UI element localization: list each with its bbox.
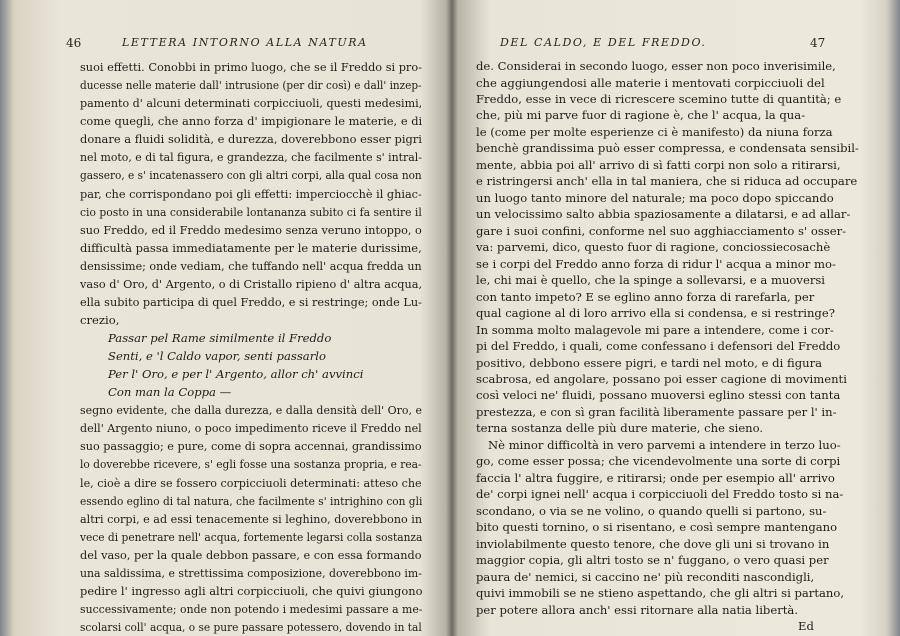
text-line: un luogo tanto minore del naturale; ma poco dopo spiccando [476, 190, 834, 205]
text-line: scabrosa, ed angolare, possano poi esser cagione di movimenti [476, 371, 847, 386]
right-running-title: DEL CALDO, E DEL FREDDO. [500, 36, 707, 49]
text-line: prestezza, e con sì gran facilità liberamente passare per l' in- [476, 404, 837, 419]
text-line: nel moto, e di tal figura, e grandezza, che facilmente s' intral- [80, 150, 422, 165]
text-line: densissime; onde vediam, che tuffando nell' acqua fredda un [80, 258, 422, 273]
text-line: altri corpi, e ad essi tenacemente si leghino, doverebbono in [80, 511, 423, 526]
text-line: pi del Freddo, i quali, come confessano i defensori del Freddo [476, 339, 841, 353]
text-line: par, che corrispondano poi gli effetti: imperciocchè il ghiac- [80, 186, 422, 201]
text-line: positivo, debbono essere pigri, e tardi nel moto, e di figura [476, 355, 823, 370]
left-page-number: 46 [66, 36, 82, 50]
text-line: gassero, e s' incatenassero con gli altri corpi, alla qual cosa non [80, 168, 422, 183]
verse-line: Senti, e 'l Caldo vapor, senti passarlo [108, 349, 326, 363]
text-line: che, più mi parve fuor di ragione è, che l' acqua, la qua- [476, 108, 806, 123]
text-line: faccia l' altra fuggire, e ritirarsi; onde per esempio all' arrivo [476, 470, 835, 485]
verse-line: Per l' Oro, e per l' Argento, allor ch' avvinci [108, 367, 364, 382]
text-line: se i corpi del Freddo anno forza di ridur l' acqua a minor mo- [476, 256, 836, 271]
text-line: de' corpi ignei nell' acqua i corpicciuoli del Freddo tosto si na- [476, 487, 844, 502]
text-line: scolarsi coll' acqua, o se pure passare potessero, dovendo in tal [80, 620, 422, 634]
text-line: scondano, o via se ne volino, o quando quelli si partono, su- [476, 503, 827, 518]
text-line: essendo eglino di tal natura, che facilmente s' intrighino con gli [80, 493, 423, 508]
text-line: quivi immobili se ne stieno aspettando, che gli altri si partano, [476, 586, 845, 601]
catchword: Ed [798, 619, 814, 633]
verse-line: Con man la Coppa — [108, 385, 232, 400]
text-line: ducesse nelle materie dall' intrusione (per dir così) e dall' inzep- [80, 78, 422, 93]
text-line: pedire l' ingresso agli altri corpicciuoli, che quivi giungono [80, 583, 423, 598]
text-line: suo Freddo, ed il Freddo medesimo senza veruno intoppo, o [80, 222, 422, 237]
text-line: crezio, [80, 312, 120, 327]
text-line: così veloci ne' fluidi, possano muoversi eglino stessi con tanta [476, 388, 841, 403]
text-line: pamento d' alcuni determinati corpicciuoli, questi medesimi, [80, 96, 423, 111]
text-line: come quegli, che anno forza d' impigionare le materie, e di [80, 114, 423, 129]
text-line: un velocissimo salto abbia spaziosamente a dilatarsi, e ad allar- [476, 207, 851, 222]
text-line: cio posto in una considerabile lontananza subito ci fa sentire il [80, 204, 422, 219]
text-line: e ristringersi anch' ella in tal maniera, che si riduca ad occupare [476, 174, 858, 189]
text-line: le, cioè a dire se fossero corpicciuoli determinati: atteso che [80, 475, 422, 490]
text-line: segno evidente, che dalla durezza, e dalla densità dell' Oro, e [80, 403, 423, 418]
text-line: dell' Argento niuno, o poco impedimento riceve il Freddo nel [80, 421, 422, 436]
text-line: Nè minor difficoltà in vero parvemi a intendere in terzo luo- [488, 437, 841, 452]
text-line: In somma molto malagevole mi pare a intendere, come i cor- [476, 322, 834, 337]
text-line: inviolabilmente questo tenore, che dove gli uni si trovano in [476, 536, 830, 551]
text-line: benchè grandissima può esser compressa, e condensata sensibil- [476, 141, 859, 156]
text-line: le, chi mai è quello, che la spinge a sollevarsi, e a muoversi [476, 273, 826, 288]
text-line: lo doverebbe ricevere, s' egli fosse una sostanza propria, e rea- [80, 457, 422, 472]
text-line: terna sostanza delle più dure materie, che sieno. [476, 421, 764, 436]
text-line: vece di penetrare nell' acqua, fortemente legarsi colla sostanza [80, 529, 423, 544]
text-line: go, come esser possa; che vicendevolmente una sorte di corpi [476, 454, 841, 469]
right-page [454, 0, 900, 636]
text-line: de. Considerai in secondo luogo, esser non poco inverisimile, [476, 59, 836, 73]
right-page-number: 47 [810, 36, 826, 50]
text-line: suoi effetti. Conobbi in primo luogo, che se il Freddo si pro- [80, 60, 422, 74]
text-line: del vaso, per la quale debbon passare, e con essa formando [80, 547, 422, 562]
text-line: maggior copia, gli altri tosto se n' fuggano, o vero quasi per [476, 553, 829, 568]
text-line: mente, abbia poi all' arrivo di sì fatti corpi non solo a ritirarsi, [476, 157, 841, 172]
right-running-header [454, 36, 900, 52]
text-line: qual cagione al di loro arrivo ella si condensa, e si restringe? [476, 306, 835, 321]
text-line: suo passaggio; e pure, come di sopra accennai, grandissimo [80, 439, 422, 454]
text-line: che aggiungendosi alle materie i mentovati corpicciuoli del [476, 75, 825, 90]
text-line: una saldissima, e strettissima composizione, doverebbono im- [80, 565, 422, 580]
text-line: Freddo, esse in vece di ricrescere scemino tutte di quantità; e [476, 91, 842, 106]
verse-line: Passar pel Rame similmente il Freddo [108, 331, 332, 345]
text-line: vaso d' Oro, d' Argento, o di Cristallo ripieno d' altra acqua, [80, 276, 423, 291]
text-line: successivamente; onde non potendo i medesimi passare a me- [80, 601, 423, 616]
text-line: ella subito participa di quel Freddo, e si restringe; onde Lu- [80, 294, 422, 309]
left-running-header [0, 36, 450, 52]
text-line: paura de' nemici, si caccino ne' più reconditi nascondigli, [476, 569, 815, 584]
text-line: difficultà passa immediatamente per le materie durissime, [80, 240, 422, 255]
text-line: donare a fluidi solidità, e durezza, doverebbono esser pigri [80, 132, 422, 147]
text-line: con tanto impeto? E se eglino anno forza di rarefarla, per [476, 289, 815, 304]
left-running-title: LETTERA INTORNO ALLA NATURA [122, 36, 368, 49]
text-line: va: parvemi, dico, questo fuor di ragione, conciossiecosachè [476, 240, 831, 255]
text-line: le (come per molte esperienze ci è manifesto) da niuna forza [476, 124, 833, 139]
text-line: per potere allora anch' essi ritornare alla natia libertà. [476, 602, 798, 617]
text-line: bito questi tornino, o si risentano, e così sempre mantengano [476, 520, 838, 535]
text-line: gare i suoi confini, conforme nel suo agghiacciamento s' osser- [476, 223, 847, 238]
